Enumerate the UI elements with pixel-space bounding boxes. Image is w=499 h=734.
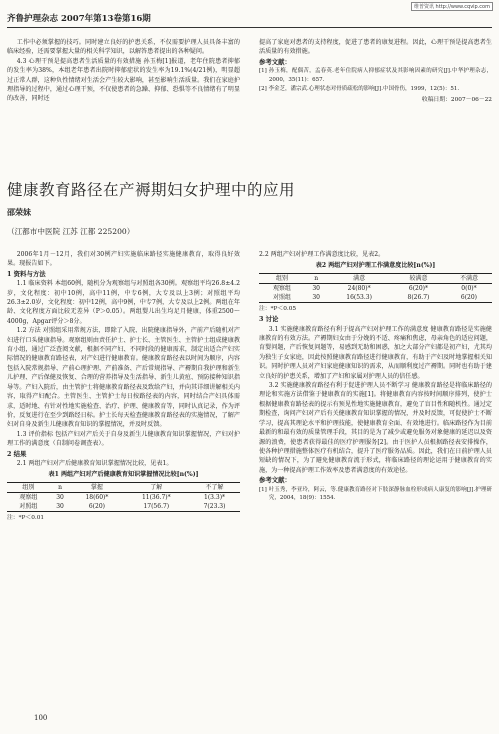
table-cell: 30 [312,293,320,301]
table-header: 不了解 [205,483,224,491]
affiliation: （江都市中医院 江苏 江都 225200） [7,227,135,236]
article-left-column [7,250,240,523]
table-cell: 观察组 [273,284,292,292]
table-cell: 30 [56,493,64,501]
table-cell: 1(3.3)* [204,493,226,501]
table-cell: 6(20) [460,293,478,301]
table-cell: 对照组 [273,293,292,301]
table2 [259,273,492,303]
table-cell: 8(26.7) [407,293,430,301]
table-header: n [58,483,62,491]
body-paragraph: 2.1 两组产妇对产后健康教育知识掌握情况比较，见表1。 [16,459,173,467]
table-row [7,492,240,502]
header-rule [7,27,492,28]
body-paragraph: 3.1 实施健康教育路径有利于提高产妇对护理工作的满意度 健康教育路径是实施健康教育的有效方法。产褥期妇女由于分娩的不适、疼痛和焦虑，母亲角色的适应问题，育婴问题，产后恢复问题等，易感到无助和困惑，加之大部分产妇都是初产妇，尤其均为独生子女家庭，因此按照健康教育路径进行健康教育，有助于产妇及时地掌握相关知识。同时护理人员对产妇家庭健康知识的需求，从而顺利度过产褥期。同时也有助于建立良好的护患关系，增加了产妇和家属对护理人员的信任感。 [259,325,492,380]
table1-note: 注：*P＜0.01 [7,514,45,521]
prev-article-left [7,38,240,104]
references-heading: 参考文献： [259,57,291,66]
references-list [259,486,492,504]
prev-paragraph: 4.3 心理干预是提高患者生活质量的有效措施 孙玉梅[1]报道，老年住院患者抑郁的发生率为38%，本组老年患者出院时抑郁症状的发生率为19.1%(4/21例)，明显超过正常人群，这种负性情绪对生活会产生较大影响，甚至影响生活质量。我们在家庭护理指导的过程中，通过心理干预，不仅使患者的急躁、抑郁、恐惧等不良情绪有了明显的改善，同时还 [7,57,240,103]
reference-item: [1] 孙玉梅，配偶苦，孟春英.老年住院病人抑郁症状及其影响因素的研究[J].中华护理杂志，2000，35(11)：657. [259,68,492,84]
table-cell: 30 [56,502,64,510]
table2-caption: 表2 两组产妇对护理工作满意度比较[n(%)] [315,262,436,270]
section-heading: 2 结果 [7,449,27,458]
table-cell: 24(80)* [347,284,371,292]
table-cell: 对照组 [19,502,38,510]
article-right-column [259,250,492,503]
intro-paragraph: 2006年1月－12月，我们对30例产妇实施临床路径实施健康教育，取得良好效果。现报告如下。 [7,251,240,268]
references-heading: 参考文献： [259,476,291,485]
body-paragraph: 1.2 方法 对照组采用常规方法，即除了入院、出院健康指导外，产前产后随机对产妇进行口头健康指导。观察组则由责任护士、护士长、主管医生、主管护士组成健康教育小组，通过广泛查阅文献，根据不同产妇、不同时段的健康需求，制定出适合产妇实际情况的健康教育路径表，对产妇进行健康教育。健康教育路径表以时间为顺序，内容包括入院常规指导、产前心理护理、产前准备、产后常规指导、产褥期自我护理和新生儿护理、产后保健及恢复、合理的营养指导及生活指导、新生儿黄疸、预防接种知识指导等。产妇入院后，由主管护士将健康教育路径表及致给产妇，并向其详细讲解相关内容，取得产妇配合。主管医生、主管护士每日按路径表的内容，同时结合产妇具体需求，适时地、有针对性地实施检查、治疗、护理、健康教育等，同时认真记录，作为评价，反复进行在至少到路经日标。护士长每天检查健康教育路径表的实施情况，了解产妇对自身及新生儿健康教育知识的掌握情况，并及时反馈。 [7,327,240,429]
table-row [7,502,240,512]
table-cell: 11(36.7)* [141,493,171,501]
table2-note: 注：*P＜0.05 [259,305,297,312]
table-header: n [314,274,319,282]
prev-paragraph: 工作中必须掌握的技巧。同时建立良好的护患关系，不仅需要护理人员具备丰富的临床经验，还需要掌握大量的相关科学知识，以解答患者提出的各种疑问。 [7,39,240,56]
body-paragraph: 1.1 临床资料 本组60例，随机分为观察组与对照组各30例。观察组平均26.8±4.2岁，文化程度：初中10例，高中11例，中专6例，大专及以上3例；对照组平均26.3±2.0岁，文化程度：初中12例，高中9例，中专7例，大专及以上2例。两组在年龄、文化程度方面比较无差异（P＞0.05）。两组婴儿出生均足月健康，体重2500～4000g，Apgar评分＞8分。 [7,280,240,325]
body-paragraph: 1.3 评价指标 包括产妇对产后关于自身及新生儿健康教育知识掌握情况，产妇对护理工作的满意度（自制问卷调查表）。 [7,430,240,448]
received-date: 收稿日期：2007－06－22 [421,96,492,103]
prev-paragraph: 提高了家庭对患者的支持程度，促进了患者的康复进程。因此，心理干预是提高患者生活质量的有效措施。 [259,39,492,56]
table-cell: 6(20)* [408,284,429,292]
reference-item: [2] 李金芝，潘宗武.心理状态对骨质疏松的影响[J].中国骨伤，1999，12(5)：51. [259,85,460,92]
article-title: 健康教育路径在产褥期妇女护理中的应用 [7,181,296,199]
page-number: 100 [34,714,48,722]
table-cell: 17(56.7) [143,502,170,510]
table-header: 了解 [150,483,163,491]
table-row [259,283,492,293]
table-header: 掌握 [90,483,103,491]
table-header: 较满意 [409,274,428,282]
section-heading: 3 讨论 [259,315,279,324]
table-cell: 30 [312,284,320,292]
author: 邵荣妹 [7,207,31,217]
table-cell: 观察组 [19,493,38,501]
table-cell: 18(60)* [85,493,109,501]
references-list [259,67,492,93]
table-header: 组别 [22,483,35,491]
table-cell: 6(20) [88,502,105,510]
table1 [7,482,240,512]
reference-item: [1] 叶玉秀，李亚玲，阿云，等.健康教育路径对下肢深静脉血栓形成病人康复的影响[J].护理研究，2004，18(9)：1554. [259,486,492,502]
table-header: 组别 [276,274,289,282]
body-paragraph: 2.2 两组产妇对护理工作满意度比较，见表2。 [259,251,385,258]
table-row [259,293,492,303]
prev-article-right [259,38,492,105]
table-header: 不满意 [459,274,478,282]
watermark: 维普资讯 http://www.cqvip.com [411,2,493,11]
table-cell: 16(53.3) [346,293,372,301]
section-heading: 1 资料与方法 [7,269,46,278]
table-header: 满意 [353,274,366,282]
table-cell: 7(23.3) [203,502,226,510]
journal-header: 齐鲁护理杂志 2007年第13卷第16期 [7,14,151,24]
table-cell: 0(0)* [461,284,477,292]
body-paragraph: 3.2 实施健康教育路径有利于促进护理人员不断学习 健康教育路径是将临床路径的理论和实施方法借鉴于健康教育的实施[1]。将健康教育内容按时间顺序排列，使护士根据健康教育路径表的提示有预见性地实施健康教育，避免了盲目性和随机性。通过定期检查，询问产妇对产后有关健康教育知识掌握的情况，并及时反馈，可促使护士不断学习，提高其理论水平和护理技能，使健康教育全面、有效地进行。临床路径作为目前最新的和最有效的质量管理手段，其目的是为了减少或避免服务对象健康的延迟以及资源的浪费，使患者获得最佳的医疗护理服务[2]。由于医护人员根据路径表安排操作，使各种护理措施整体医疗有机结合，提升了医疗服务品质。因此，我们在日前护理人员短缺的情况下，为了避免健康教育流于形式，将临床路径的理论运用于健康教育的实施，为一种提高护理工作效率及患者满意度的有效途径。 [259,382,492,474]
table1-caption: 表1 两组产妇对产后健康教育知识掌握情况比较[n(%)] [48,471,199,479]
